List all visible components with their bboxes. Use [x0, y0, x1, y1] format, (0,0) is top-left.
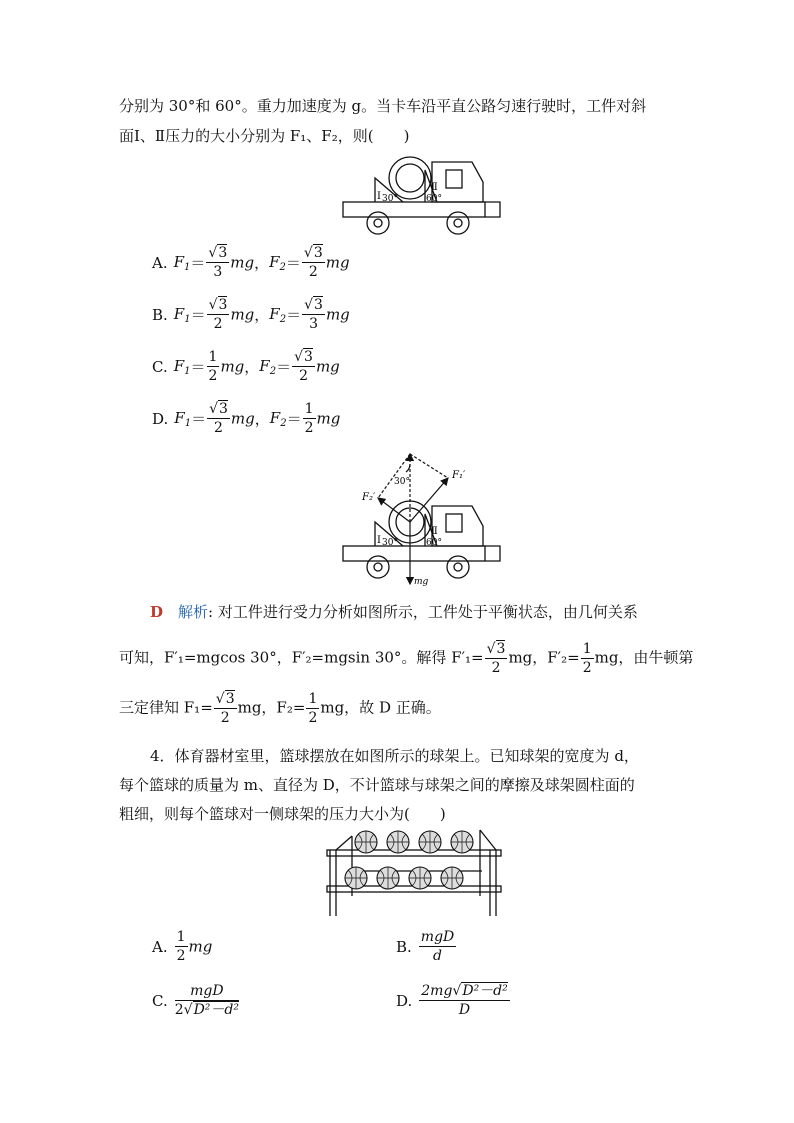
analysis-line-1: D 解析: 对工件进行受力分析如图所示，工件处于平衡状态，由几何关系 — [150, 603, 638, 621]
q3-option-b[interactable]: B. $F_1=$ $\frac{√3}{2}$ mg，$F_2=$ $\frac{√3}{3}$ mg — [152, 297, 350, 332]
label-mg: mg — [414, 577, 429, 587]
answer-letter: D — [150, 603, 164, 621]
q3-option-c[interactable]: C. $F_1=$ $\frac{1}{2}$ mg，$F_2=$ $\frac{√3}{2}$ mg — [152, 349, 340, 384]
force-f1-arrow — [410, 478, 448, 522]
q3-stem-line-1: 分别为 30°和 60°。重力加速度为 g。当卡车沿平直公路匀速行驶时，工件对斜 — [119, 97, 647, 115]
q3-stem-line-2: 面Ⅰ、Ⅱ压力的大小分别为 F₁、F₂，则( ) — [119, 127, 410, 145]
q4-stem-line-2: 每个篮球的质量为 m、直径为 D，不计篮球与球架之间的摩擦及球架圆柱面的 — [119, 776, 635, 794]
basketball-rack-figure — [322, 826, 504, 918]
label-top-angle: 30° — [394, 477, 410, 487]
q4-stem-line-3: 粗细，则每个篮球对一侧球架的压力大小为( ) — [119, 805, 446, 823]
force-analysis-figure — [340, 448, 520, 590]
workpiece-inner — [396, 164, 424, 192]
analysis-tag: 解析 — [178, 603, 209, 621]
svg-text:60°: 60° — [426, 538, 442, 548]
svg-text:30°: 30° — [382, 538, 398, 548]
rack-top-bar — [327, 850, 501, 856]
q4-option-d[interactable]: D. $\frac{\text{2mg√D²－d²}}{D}$ — [396, 983, 508, 1018]
q4-stem-line-1: 4．体育器材室里，篮球摆放在如图所示的球架上。已知球架的宽度为 d， — [150, 747, 639, 765]
svg-text:Ⅰ: Ⅰ — [377, 535, 381, 546]
label-slope1: Ⅰ — [377, 191, 381, 202]
truck-bed — [343, 202, 485, 217]
analysis-line-3: 三定律知 F₁= $\frac{√3}{2}$ mg，F₂= $\frac{1}{2}$ mg，故 D 正确。 — [119, 691, 441, 726]
q3-option-d[interactable]: D. $F_1=$ $\frac{√3}{2}$ mg，$F_2=$ $\frac{1}{2}$ mg — [152, 401, 341, 436]
truck-figure — [340, 150, 520, 242]
label-angle2: 60° — [426, 194, 442, 204]
q4-option-c[interactable]: C. $\frac{\text{mgD}}{\text{2√D²－d²}}$ — [152, 983, 239, 1018]
wheel-rear — [367, 212, 389, 234]
label-f2: F₂′ — [362, 492, 376, 503]
label-slope2: Ⅱ — [431, 182, 438, 193]
analysis-line-2: 可知，F′₁=mgcos 30°，F′₂=mgsin 30°。解得 F′₁= $\frac{√3}{2}$ mg，F′₂= $\frac{1}{2}$ mg，由牛顿第 — [119, 641, 694, 676]
q4-option-b[interactable]: B. $\frac{\text{mgD}}{d}$ — [396, 929, 455, 964]
truck-window — [446, 170, 462, 188]
label-angle1: 30° — [382, 194, 398, 204]
q4-option-a[interactable]: A. $\frac{1}{2}$ mg — [152, 929, 213, 964]
svg-text:Ⅱ: Ⅱ — [431, 526, 438, 537]
label-f1: F₁′ — [452, 470, 466, 481]
wheel-front — [447, 212, 469, 234]
q3-option-a[interactable]: A. $F_1=$ $\frac{√3}{3}$ mg，$F_2=$ $\frac{√3}{2}$ mg — [152, 245, 350, 280]
